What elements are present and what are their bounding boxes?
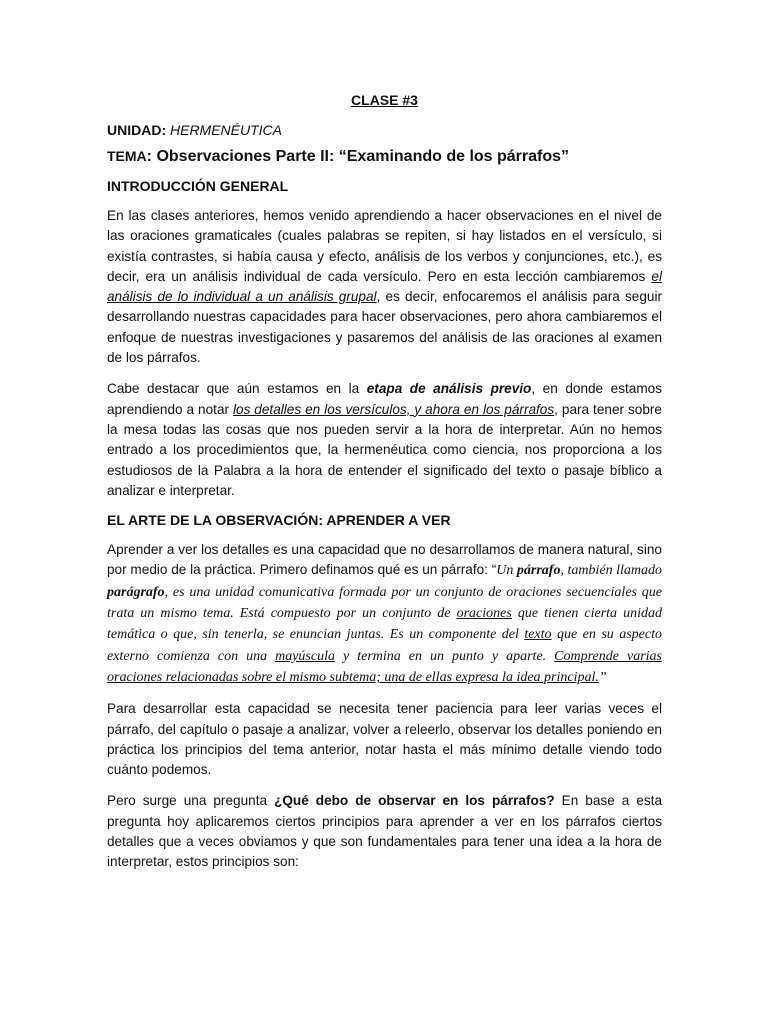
underlined-sentence: Comprende varias oraciones relacionadas sobre el mismo subtema; una de ellas expresa la idea principal. (107, 648, 662, 685)
unidad-label: UNIDAD: (107, 122, 167, 138)
tema-label: TEMA (107, 148, 147, 164)
section-heading-intro: INTRODUCCIÓN GENERAL (107, 178, 289, 194)
paragraph-definition (107, 540, 662, 688)
text-run: En las clases anteriores, hemos venido aprendiendo a hacer observaciones en el nivel de las oraciones gramaticales (cuales palabras se repiten, si hay listados en el versículo, si existía contrastes, si había causa y efecto, análisis de los verbos y conjunciones, etc.), es decir, era un análisis individual de cada versículo. Pero en esta lección cambiaremos (107, 208, 662, 284)
definition-quote (107, 563, 662, 684)
text-run: ” (598, 669, 607, 685)
text-run: , es una unidad comunicativa formada por un conjunto de oraciones secuenciales que trata un mismo tema. Está compuesto por un conjunto de (107, 584, 662, 622)
text-run: , para tener sobre la mesa todas las cosas que nos pueden servir a la hora de interpretar. Aún no hemos entrado a los procedimientos que, la hermenéutica como ciencia, nos proporciona a los estudiosos de la Palabra a la hora de entender el significado del texto o pasaje bíblico a analizar e interpretar. (107, 401, 662, 498)
underlined-phrase: los detalles en los versículos, y ahora en los párrafos (232, 401, 555, 417)
underlined-phrase: el análisis de lo individual a un análisis grupal (107, 268, 662, 305)
text-run: que tienen cierta unidad temática o que, sin tenerla, se enuncian juntas. Es un componente del (107, 606, 663, 643)
paragraph-capacidad: Para desarrollar esta capacidad se necesita tener paciencia para leer varias veces el párrafo, del capítulo o pasaje a analizar, volver a releerlo, observar los detalles poniendo en práctica los principios del tema anterior, notar hasta el más mínimo detalle viendo todo cuánto podemos. (107, 701, 662, 778)
unidad-value: HERMENÉUTICA (170, 122, 283, 138)
text-run: Un (496, 563, 517, 579)
bold-term: párrafo (516, 563, 561, 579)
class-title: CLASE #3 (351, 92, 418, 108)
link-texto[interactable]: texto (524, 627, 552, 643)
tema-value: : Observaciones Parte II: “Examinando de los párrafos” (146, 148, 570, 165)
bold-term: parágrafo (107, 584, 165, 600)
section-heading-observacion: EL ARTE DE LA OBSERVACIÓN: APRENDER A VER (107, 512, 451, 529)
text-run: Aprender a ver los detalles es una capacidad que no desarrollamos de manera natural, sino por medio de la práctica. Primero definamos qué es un párrafo: “ (107, 542, 662, 578)
link-mayuscula[interactable]: mayúscula (275, 648, 335, 664)
link-oraciones[interactable]: oraciones (456, 606, 512, 622)
text-run: , es decir, enfocaremos el análisis para seguir desarrollando nuestras capacidades para hacer observaciones, pero ahora cambiaremos el enfoque de nuestras investigaciones y pasaremos del análisis de las oraciones al examen de los párrafos. (107, 289, 662, 366)
paragraph-intro-2 (107, 379, 662, 501)
paragraph-intro-1 (107, 206, 662, 368)
text-run: Pero surge una pregunta (107, 793, 275, 809)
text-run: En base a esta pregunta hoy aplicaremos ciertos principios para aprender a ver en los párrafos ciertos detalles que a veces obviamos y que son fundamentales para tener una idea a la hora de interpretar, estos principios son: (107, 793, 663, 870)
text-run: , en donde estamos aprendiendo a notar (107, 381, 663, 417)
question-bold: ¿Qué debo de observar en los párrafos? (274, 793, 555, 809)
text-run: que en su aspecto externo comienza con una (107, 627, 662, 664)
tema-line (107, 148, 662, 166)
emphasis-phrase: etapa de análisis previo (366, 381, 532, 397)
text-run: Cabe destacar que aún estamos en la (107, 381, 367, 397)
text-run: , también llamado (560, 563, 662, 579)
paragraph-pregunta (107, 791, 662, 872)
unidad-line (107, 122, 662, 138)
text-run: y termina en un punto y aparte. (334, 648, 555, 664)
